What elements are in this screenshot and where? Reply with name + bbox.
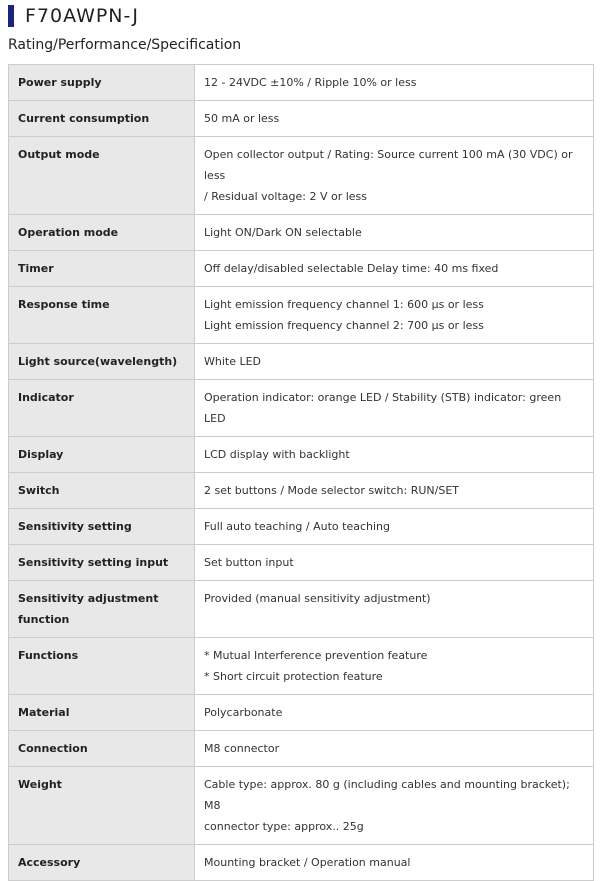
spec-row — [9, 137, 594, 215]
spec-value — [195, 437, 594, 473]
spec-value — [195, 638, 594, 695]
spec-label: Switch — [9, 473, 195, 509]
spec-row — [9, 215, 594, 251]
spec-label: Weight — [9, 767, 195, 845]
spec-row — [9, 101, 594, 137]
spec-label: Sensitivity setting input — [9, 545, 195, 581]
page-header — [8, 5, 139, 27]
spec-row — [9, 845, 594, 881]
spec-table — [8, 64, 594, 881]
page-title: F70AWPN-J — [25, 5, 140, 27]
spec-row — [9, 437, 594, 473]
spec-row — [9, 287, 594, 344]
spec-row — [9, 581, 594, 638]
spec-value-line: Full auto teaching / Auto teaching — [204, 520, 390, 533]
spec-value — [195, 509, 594, 545]
spec-label: Output mode — [9, 137, 195, 215]
spec-row — [9, 731, 594, 767]
spec-value-line: Polycarbonate — [204, 706, 283, 719]
spec-value-line: 2 set buttons / Mode selector switch: RUN/SET — [204, 484, 460, 497]
spec-value-line: connector type: approx.. 25g — [204, 820, 364, 833]
spec-row — [9, 638, 594, 695]
spec-value-line: White LED — [204, 355, 262, 368]
spec-value-line: Provided (manual sensitivity adjustment) — [204, 592, 431, 605]
spec-label: Current consumption — [9, 101, 195, 137]
spec-label: Functions — [9, 638, 195, 695]
spec-value-line: M8 connector — [204, 742, 280, 755]
spec-value — [195, 581, 594, 638]
spec-value — [195, 731, 594, 767]
spec-value-line: Off delay/disabled selectable Delay time: 40 ms fixed — [204, 262, 499, 275]
spec-label: Operation mode — [9, 215, 195, 251]
spec-value — [195, 65, 594, 101]
spec-value-line: 50 mA or less — [204, 112, 280, 125]
spec-value — [195, 344, 594, 380]
spec-label: Timer — [9, 251, 195, 287]
spec-value-line: Cable type: approx. 80 g (including cables and mounting bracket); M8 — [204, 778, 570, 812]
spec-value — [195, 287, 594, 344]
spec-value-line: Light emission frequency channel 2: 700 μs or less — [204, 319, 484, 332]
spec-value-line: Open collector output / Rating: Source current 100 mA (30 VDC) or less — [204, 148, 573, 182]
spec-row — [9, 251, 594, 287]
spec-label: Indicator — [9, 380, 195, 437]
spec-label: Display — [9, 437, 195, 473]
spec-value — [195, 845, 594, 881]
spec-label: Response time — [9, 287, 195, 344]
spec-value — [195, 215, 594, 251]
spec-label: Accessory — [9, 845, 195, 881]
spec-value — [195, 380, 594, 437]
spec-label: Light source(wavelength) — [9, 344, 195, 380]
title-accent-bar — [8, 5, 14, 27]
spec-value-line: Light emission frequency channel 1: 600 μs or less — [204, 298, 484, 311]
spec-label: Sensitivity adjustment function — [9, 581, 195, 638]
section-heading: Rating/Performance/Specification — [8, 37, 242, 53]
spec-value-line: 12 - 24VDC ±10% / Ripple 10% or less — [204, 76, 417, 89]
spec-label: Power supply — [9, 65, 195, 101]
spec-value — [195, 473, 594, 509]
spec-value-line: Light ON/Dark ON selectable — [204, 226, 362, 239]
spec-value — [195, 545, 594, 581]
spec-row — [9, 473, 594, 509]
spec-label: Material — [9, 695, 195, 731]
spec-row — [9, 65, 594, 101]
spec-row — [9, 509, 594, 545]
spec-label: Sensitivity setting — [9, 509, 195, 545]
spec-label: Connection — [9, 731, 195, 767]
spec-value — [195, 251, 594, 287]
spec-table-body — [9, 65, 594, 881]
spec-value-line: LCD display with backlight — [204, 448, 350, 461]
spec-row — [9, 380, 594, 437]
spec-value — [195, 767, 594, 845]
spec-value — [195, 101, 594, 137]
spec-row — [9, 344, 594, 380]
spec-row — [9, 767, 594, 845]
spec-value-line: Operation indicator: orange LED / Stability (STB) indicator: green LED — [204, 391, 562, 425]
spec-value-line: Mounting bracket / Operation manual — [204, 856, 411, 869]
spec-value-line: * Mutual Interference prevention feature — [204, 649, 428, 662]
spec-value-line: Set button input — [204, 556, 294, 569]
spec-value — [195, 137, 594, 215]
spec-value-line: / Residual voltage: 2 V or less — [204, 190, 368, 203]
spec-row — [9, 545, 594, 581]
spec-row — [9, 695, 594, 731]
spec-value-line: * Short circuit protection feature — [204, 670, 383, 683]
spec-value — [195, 695, 594, 731]
